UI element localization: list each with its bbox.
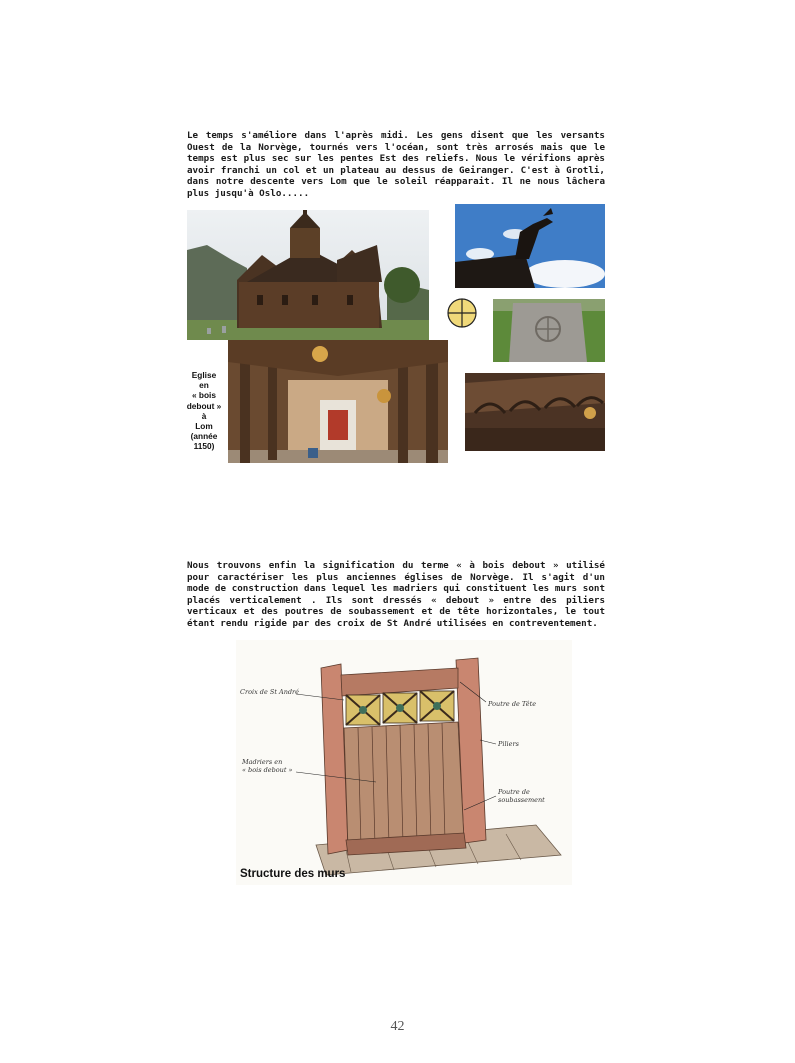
church-exterior-photo bbox=[187, 210, 429, 340]
label-piliers: Piliers bbox=[498, 740, 519, 748]
carved-stone-photo bbox=[493, 299, 605, 362]
label-poutre-tete: Poutre de Tête bbox=[488, 700, 537, 708]
label-poutre-soubassement: Poutre de soubassement bbox=[498, 788, 545, 804]
wall-structure-sketch bbox=[236, 640, 572, 885]
interior-detail-photo bbox=[465, 373, 605, 451]
cross-circle-symbol bbox=[446, 297, 478, 329]
label-croix: Croix de St André bbox=[240, 688, 300, 696]
dragon-roof-photo bbox=[455, 204, 605, 288]
sketch-title: Structure des murs bbox=[240, 868, 346, 880]
paragraph-stave-definition: Nous trouvons enfin la signification du terme « à bois debout » utilisé pour caractériser les plus anciennes églises de Norvège. Il s'agit d'un mode de construction dans lequel les madriers qui constituent les murs sont placés verticalement . Ils sont dressés « debout » entre des piliers verticaux et des poutres de soubassement et de tête horizontales, le tout étant rendu rigide par des croix de St André utilisées en contreventement. bbox=[187, 560, 605, 629]
church-interior-photo bbox=[228, 340, 448, 463]
label-madriers: Madriers en « bois debout » bbox=[242, 758, 293, 774]
page-number: 42 bbox=[390, 1019, 405, 1034]
church-caption: Eglise en « bois debout » à Lom (année 1150) bbox=[186, 370, 222, 452]
paragraph-weather: Le temps s'améliore dans l'après midi. Les gens disent que les versants Ouest de la Norvège, tournés vers l'océan, sont très arrosés mais que le temps est plus sec sur les pentes Est des reliefs. Nous le vérifions après avoir franchi un col et un plateau au dessus de Geiranger. C'est à Grotli, dans notre descente vers Lom que le soleil réapparait. Il ne nous lâchera plus jusqu'à Oslo..... bbox=[187, 130, 605, 199]
